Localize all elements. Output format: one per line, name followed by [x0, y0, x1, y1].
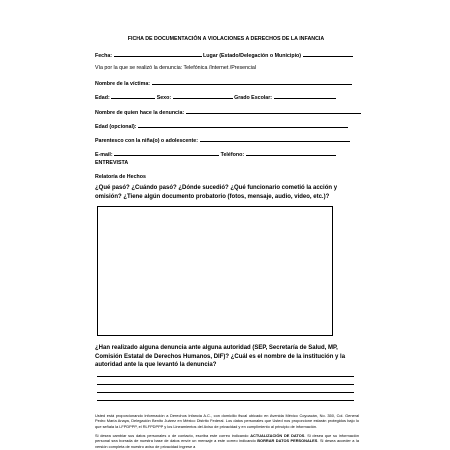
form-page — [86, 36, 366, 449]
notice-text: Si desea cambiar sus datos personales o de contacto, escriba este correo indicando — [95, 433, 251, 438]
victim-name-row — [95, 80, 352, 87]
lugar-field[interactable] — [303, 52, 353, 57]
facts-heading: Relatoría de Hechos — [95, 174, 146, 180]
edad-field[interactable] — [111, 94, 155, 99]
phone-field[interactable] — [246, 151, 336, 156]
sexo-field[interactable] — [173, 94, 233, 99]
age-sex-grade-row — [95, 94, 336, 101]
victim-name-label: Nombre de la víctima: — [95, 81, 151, 87]
email-label: E-mail: — [95, 152, 113, 158]
email-field[interactable] — [114, 151, 219, 156]
contact-row — [95, 151, 336, 158]
question-facts: ¿Qué pasó? ¿Cuándo pasó? ¿Dónde sucedió? ¿Qué funcionario cometió la acción y omisión? ¿Tiene algún documento probatorio (fotos, mensaje, audio, video, etc.)? — [95, 185, 338, 200]
via-row — [95, 66, 256, 71]
sexo-label: Sexo: — [156, 95, 172, 101]
edad-label: Edad: — [95, 95, 110, 101]
reporter-name-row — [95, 109, 361, 116]
optional-age-field[interactable] — [138, 123, 348, 128]
lugar-label: Lugar (Estado/Delegación o Municipio) — [203, 53, 302, 59]
grado-field[interactable] — [274, 94, 336, 99]
date-place-row — [95, 52, 353, 59]
notice-keyword-delete: BORRAR DATOS PERSONALES — [257, 438, 318, 444]
grado-label: Grado Escolar: — [234, 95, 273, 101]
answer-line[interactable] — [97, 384, 354, 385]
fecha-field[interactable] — [114, 52, 202, 57]
notice-text: . Si desea acceder a la versión completa de nuestro aviso de privacidad ingrese a — [95, 438, 359, 449]
answer-line[interactable] — [97, 400, 354, 401]
facts-answer-box[interactable] — [97, 206, 333, 336]
via-label: Vía por la que se realizó la denuncia: Telefónica /Internet /Presencial — [95, 65, 256, 71]
relationship-label: Parentesco con la niña(o) o adolescente: — [95, 138, 199, 144]
victim-name-field[interactable] — [152, 80, 352, 85]
phone-label: Teléfono: — [220, 152, 245, 158]
form-title: FICHA DE DOCUMENTACIÓN A VIOLACIONES A DERECHOS DE LA INFANCIA — [127, 36, 325, 42]
question-prior-complaint: ¿Han realizado alguna denuncia ante alguna autoridad (SEP, Secretaría de Salud, MP, Comisión Estatal de Derechos Humanos, DIF)? ¿Cuál es el nombre de la institución y la autoridad ante la que levantó la denuncia? — [95, 345, 346, 368]
notice-text: . Si desea que su información personal sea borrada de nuestra base de datos envíe un mensaje a este correo indicando — [95, 433, 360, 444]
relationship-row — [95, 137, 350, 144]
privacy-update-notice — [95, 433, 359, 449]
reporter-name-label: Nombre de quien hace la denuncia: — [95, 110, 185, 116]
notice-keyword-update: ACTUALIZACIÓN DE DATOS — [250, 433, 305, 438]
answer-line[interactable] — [97, 392, 354, 393]
optional-age-row — [95, 123, 348, 130]
answer-line[interactable] — [97, 376, 354, 377]
privacy-notice: Usted está proporcionando información a Derechos Infancia A.C., con domicilio fiscal ubicado en Avenida México Coyoacán, No. 350, Col. General Pedro María Anaya, Delegación Benito Juárez en México Distrito Federal. Los datos personales que Usted nos proporcione estarán protegidos bajo lo que señala la LFPDPPP, el RLFPDPPP y los Lineamientos del Aviso de privacidad y en cumplimiento al principio de información. — [95, 413, 359, 429]
fecha-label: Fecha: — [95, 53, 113, 59]
interview-heading: ENTREVISTA — [95, 160, 129, 166]
optional-age-label: Edad (opcional): — [95, 124, 137, 130]
relationship-field[interactable] — [200, 137, 350, 142]
reporter-name-field[interactable] — [186, 109, 361, 114]
